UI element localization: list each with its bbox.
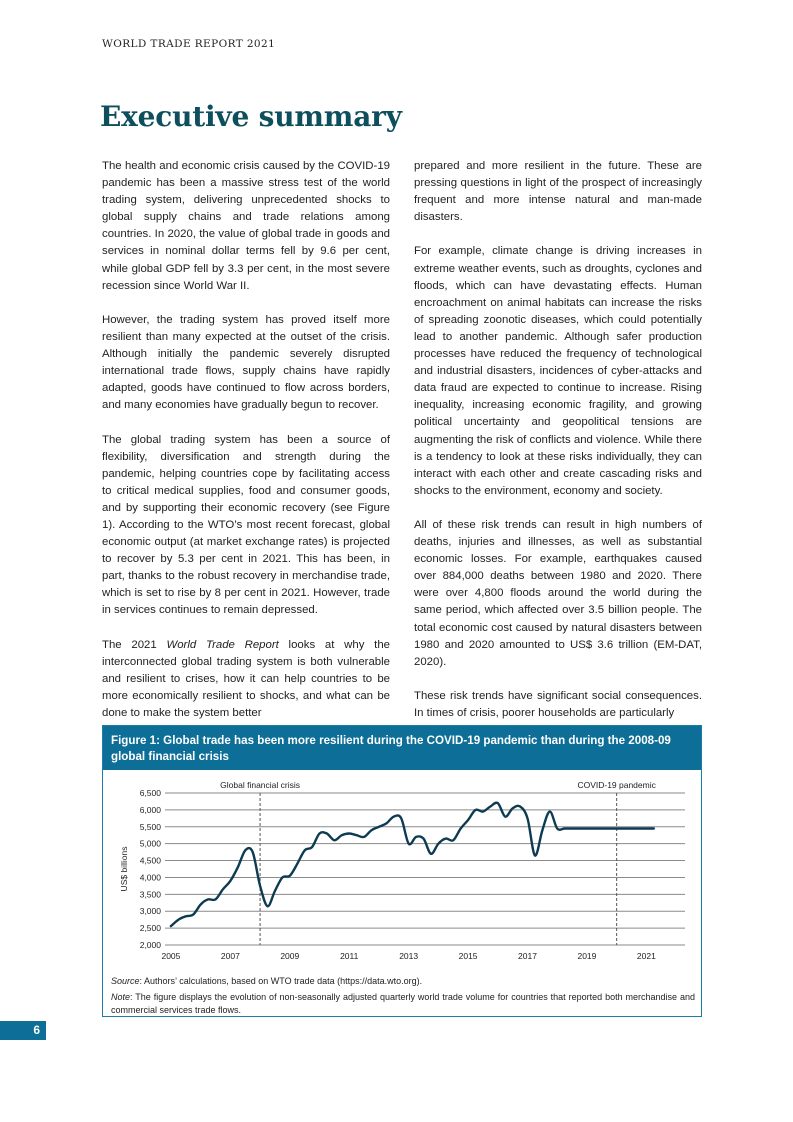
paragraph: The health and economic crisis caused by the COVID-19 pandemic has been a massive stress test of the world trading system, delivering unprecedented shocks to global supply chains and trade relations among countries. In 2020, the value of global trade in goods and services in nominal dollar terms fell by 9.6 per cent, while global GDP fell by 3.3 per cent, in the most severe recession since World War II. [102,160,390,292]
source-label: Source [111,976,140,986]
y-tick-label: 5,500 [139,821,161,832]
running-head: WORLD TRADE REPORT 2021 [102,38,276,50]
page-number: 6 [0,1021,46,1040]
x-tick-label: 2007 [220,951,240,961]
y-tick-label: 5,000 [139,838,161,849]
note-label: Note [111,992,131,1002]
paragraph: However, the trading system has proved itself more resilient than many expected at the outset of the crisis. Although initially the pandemic severely disrupted international trade flows, supply chains have rapidly adapted, goods have continued to flow across borders, and many economies have gradually begun to recover. [102,313,390,412]
x-tick-label: 2019 [577,951,597,961]
trade-line-chart [111,774,695,974]
paragraph: All of these risk trends can result in high numbers of deaths, injuries and illnesses, as well as substantial economic losses. For example, earthquakes caused over 884,000 deaths between 1980 and 2020. There were over 4,800 floods around the world during the same period, which affected over 3.5 billion people. The total economic cost caused by natural disasters between 1980 and 2020 amounted to US$ 3.6 trillion (EM-DAT, 2020). [414,518,702,668]
paragraph: For example, climate change is driving increases in extreme weather events, such as droughts, cyclones and floods, which can have devastating effects. Human encroachment on animal habitats can increase the risks of spreading zoonotic diseases, which could potentially lead to another pandemic. Although safer production processes have reduced the frequency of technological and industrial disasters, incidences of cyber-attacks and data fraud are expected to continue to increase. Rising inequality, increasing economic fragility, and growing political uncertainty and geopolitical tensions are augmenting the risk of conflicts and violence. While there is a tendency to look at these risks individually, they can interact with each other and create cascading risks and shocks to the environment, economy and society. [414,245,702,497]
event-marker-label: COVID-19 pandemic [577,780,656,790]
left-column [102,158,390,739]
y-axis-title: US$ billions [119,846,129,892]
text-run: looks at why the interconnected global trading system is both vulnerable and resilient to crises, how it can help countries to be more economically resilient to shocks, and what can be done to make the system better [102,638,390,719]
y-tick-label: 2,000 [139,940,161,950]
x-tick-label: 2013 [399,951,419,961]
x-tick-label: 2017 [518,951,537,961]
figure-title: Figure 1: Global trade has been more resilient during the COVID-19 pandemic than during the 2008-09 global financial crisis [103,726,701,770]
page-title: Executive summary [100,100,402,133]
y-tick-label: 4,000 [139,872,161,883]
x-tick-label: 2009 [280,951,300,961]
paragraph: The global trading system has been a source of flexibility, diversification and strength during the pandemic, helping countries cope by facilitating access to critical medical supplies, food and consumer goods, and by supporting their economic recovery (see Figure 1). According to the WTO’s most recent forecast, global economic output (at market exchange rates) is projected to recover by 5.3 per cent in 2021. This has been, in part, thanks to the robust recovery in merchandise trade, which is set to rise by 8 per cent in 2021. However, trade in services continues to remain depressed. [102,433,390,617]
paragraph: These risk trends have significant social consequences. In times of crisis, poorer households are particularly [414,689,702,719]
note-text: : The figure displays the evolution of non-seasonally adjusted quarterly world trade volume for countries that reported both merchandise and commercial services trade flows. [111,992,695,1015]
y-tick-label: 6,000 [139,804,161,815]
right-column [414,158,702,739]
report-title-italic: World Trade Report [166,638,279,651]
x-tick-label: 2021 [636,951,656,961]
x-tick-label: 2011 [340,951,359,961]
y-tick-label: 6,500 [139,788,161,798]
y-tick-label: 4,500 [139,855,161,866]
x-tick-label: 2005 [161,951,181,961]
series-line [171,803,654,926]
figure-source [111,976,422,986]
paragraph [102,637,390,722]
event-marker-label: Global financial crisis [220,780,301,790]
figure-note [111,991,695,1016]
chart-area [111,774,695,974]
y-tick-label: 2,500 [139,923,161,934]
text-run: The 2021 [102,638,167,651]
y-tick-label: 3,500 [139,889,161,900]
source-text: : Authors’ calculations, based on WTO trade data (https://data.wto.org). [139,976,423,986]
paragraph: prepared and more resilient in the future. These are pressing questions in light of the prospect of increasingly frequent and more intense natural and man-made disasters. [414,160,702,224]
x-tick-label: 2015 [458,951,478,961]
figure-box [102,725,702,1017]
y-tick-label: 3,000 [139,906,161,917]
